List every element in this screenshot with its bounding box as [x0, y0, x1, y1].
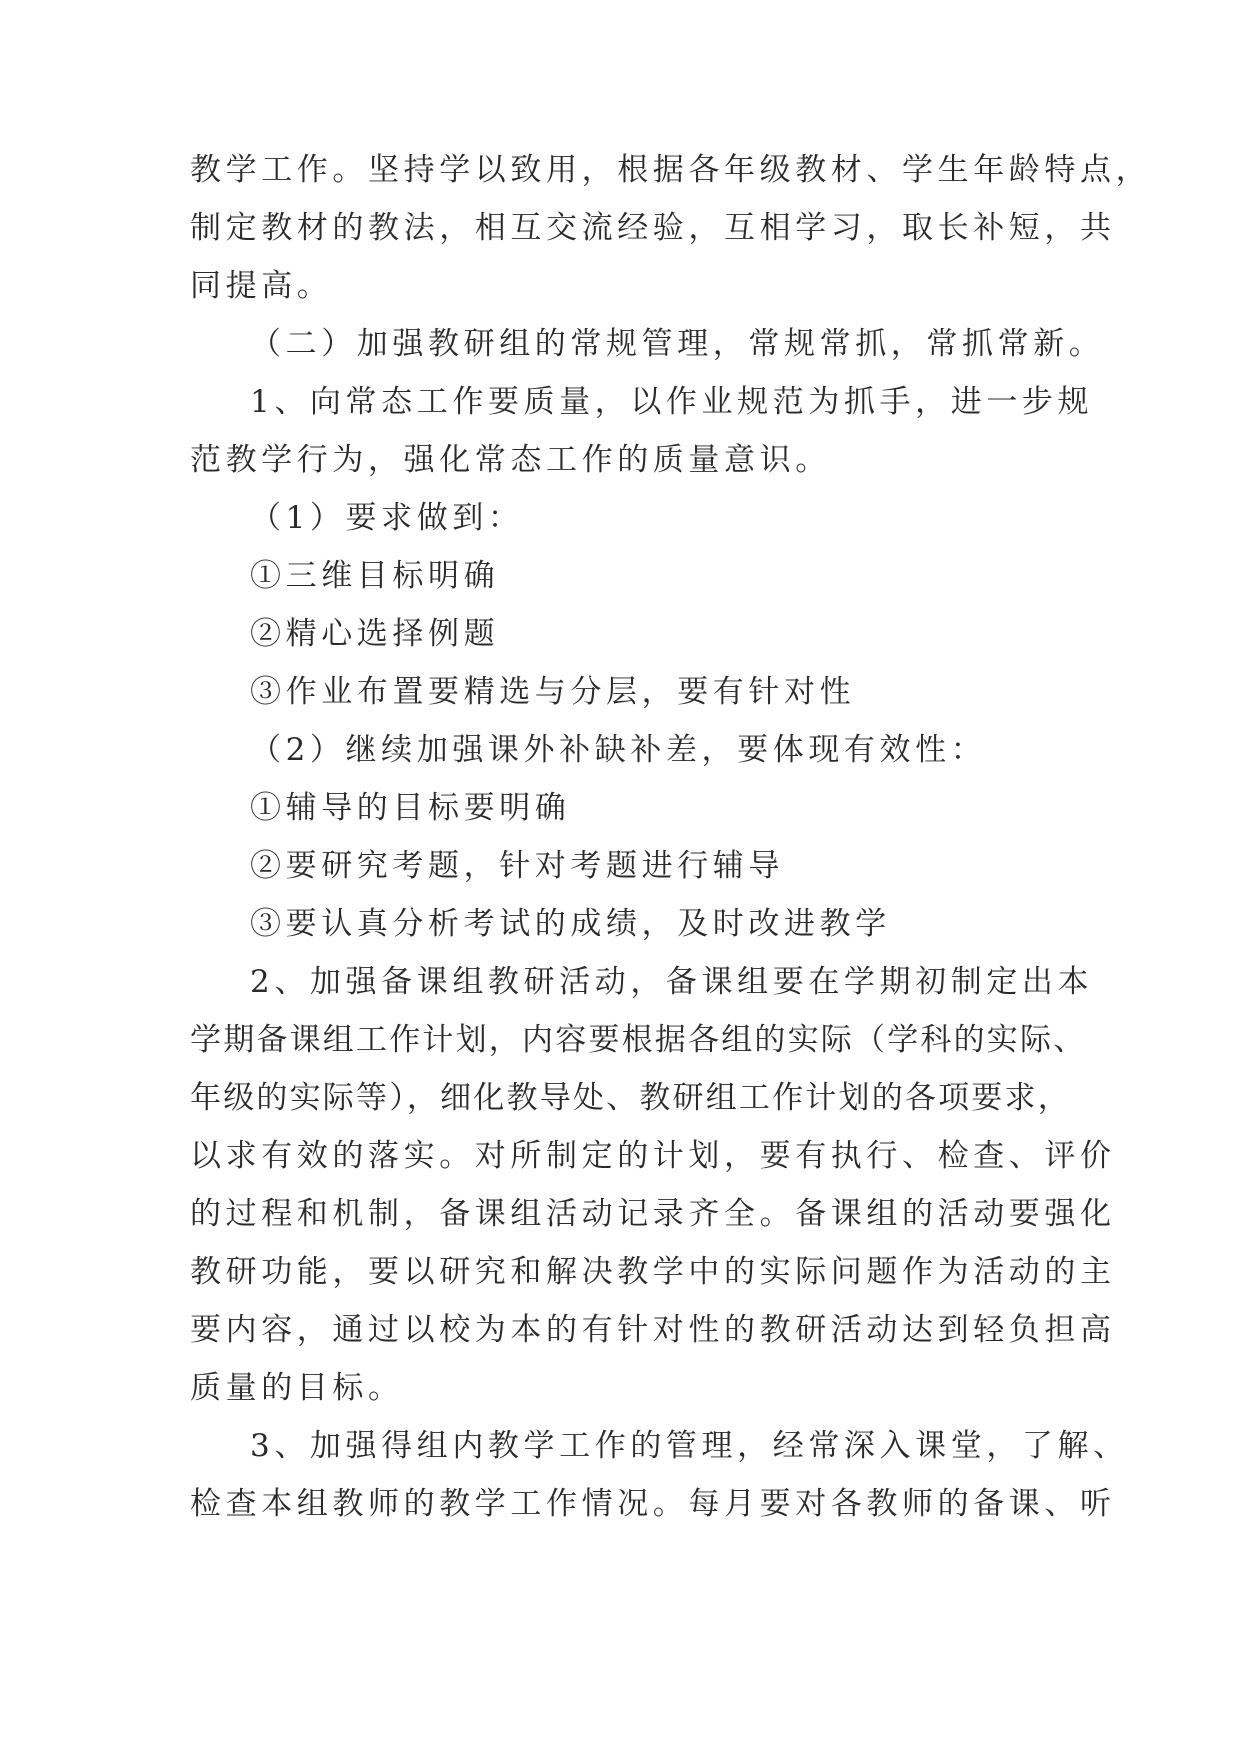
text-line: （2）继续加强课外补缺补差，要体现有效性：: [250, 732, 987, 768]
text-line: 质量的目标。: [190, 1370, 404, 1406]
text-line: 3、加强得组内教学工作的管理，经常深入课堂，了解、: [250, 1428, 1129, 1464]
list-item: ③作业布置要精选与分层，要有针对性: [250, 674, 856, 710]
text-line: 同提高。: [190, 268, 333, 304]
list-item: ②精心选择例题: [250, 616, 500, 652]
text-line: 制定教材的教法，相互交流经验，互相学习，取长补短，共: [190, 210, 1116, 246]
text-line: 要内容，通过以校为本的有针对性的教研活动达到轻负担高: [190, 1312, 1116, 1348]
text-line: 的过程和机制，备课组活动记录齐全。备课组的活动要强化: [190, 1196, 1116, 1232]
list-item: ①三维目标明确: [250, 558, 500, 594]
text-line: （1）要求做到：: [250, 500, 524, 536]
list-item: ①辅导的目标要明确: [250, 790, 571, 826]
list-item: ②要研究考题，针对考题进行辅导: [250, 848, 784, 884]
text-line: 教研功能，要以研究和解决教学中的实际问题作为活动的主: [190, 1254, 1116, 1290]
text-line: 年级的实际等），细化教导处、教研组工作计划的各项要求，: [190, 1080, 1071, 1116]
text-line: 检查本组教师的教学工作情况。每月要对各教师的备课、听: [190, 1486, 1116, 1522]
list-item: ③要认真分析考试的成绩，及时改进教学: [250, 906, 891, 942]
text-line: 教学工作。坚持学以致用，根据各年级教材、学生年龄特点，: [190, 152, 1152, 188]
text-line: 学期备课组工作计划，内容要根据各组的实际（学科的实际、: [190, 1022, 1087, 1058]
section-heading: （二）加强教研组的常规管理，常规常抓，常抓常新。: [250, 326, 1105, 362]
text-line: 1、向常态工作要质量，以作业规范为抓手，进一步规: [250, 384, 1094, 420]
text-line: 2、加强备课组教研活动，备课组要在学期初制定出本: [250, 964, 1094, 1000]
text-line: 范教学行为，强化常态工作的质量意识。: [190, 442, 831, 478]
text-line: 以求有效的落实。对所制定的计划，要有执行、检查、评价: [190, 1138, 1116, 1174]
